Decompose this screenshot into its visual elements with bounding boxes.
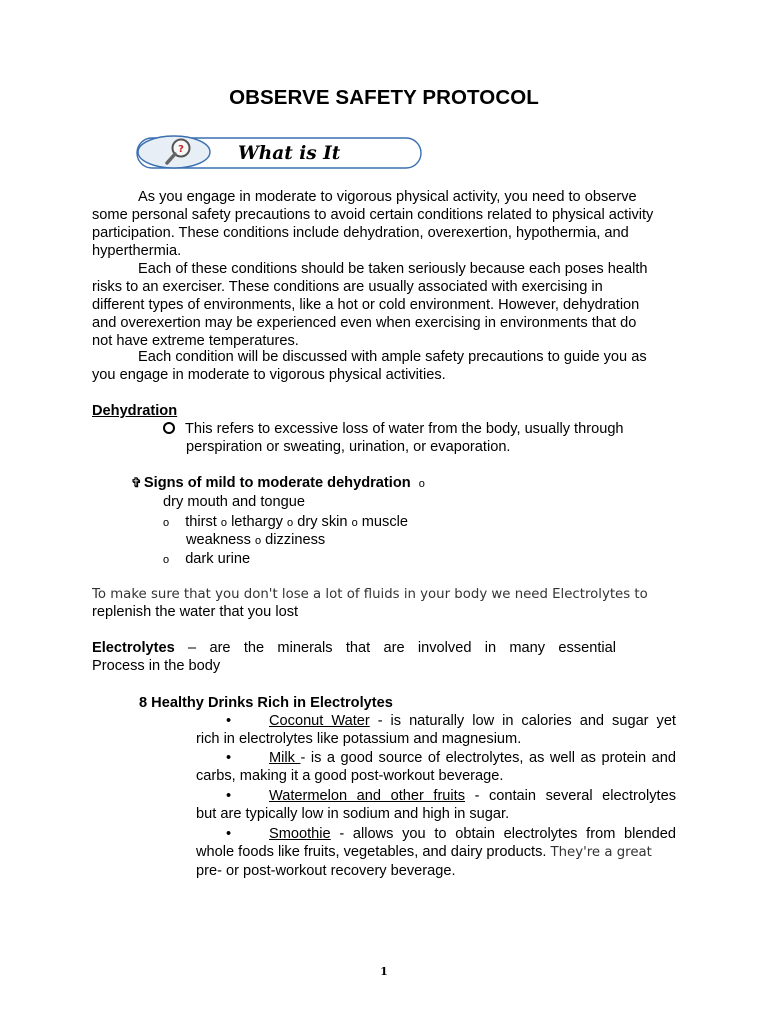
- text-line: As you engage in moderate to vigorous physical activity, you need to observe: [138, 189, 637, 205]
- list-marker: o: [163, 554, 170, 566]
- list-item: • Coconut Water - is naturally low in calories and sugar yet rich in electrolytes like potassium and magnesium.: [196, 713, 676, 747]
- page-number: 1: [380, 965, 388, 978]
- list-marker: o: [254, 535, 262, 547]
- signs-row-1: o thirst o lethargy o dry skin o muscle: [163, 514, 408, 530]
- list-bullet: •: [226, 788, 232, 804]
- section-banner: [136, 134, 426, 172]
- electrolytes-term: Electrolytes: [92, 640, 175, 656]
- text-line: some personal safety precautions to avoid certain conditions related to physical activity: [92, 207, 654, 223]
- list-marker: o: [418, 478, 425, 490]
- fluids-line-1: To make sure that you don't lose a lot of fluids in your body we need Electrolytes to: [92, 587, 648, 602]
- list-bullet: •: [226, 713, 232, 729]
- intro-paragraph-1: [92, 188, 675, 260]
- signs-row-3: o dark urine: [163, 551, 251, 567]
- list-bullet: •: [226, 826, 232, 842]
- text-line: Each of these conditions should be taken seriously because each poses health: [138, 261, 648, 277]
- page-title: OBSERVE SAFETY PROTOCOL: [229, 86, 539, 109]
- signs-row-2: weakness o dizziness: [186, 532, 326, 548]
- list-marker: o: [220, 517, 227, 529]
- text-line: participation. These conditions include dehydration, overexertion, hypothermia, and: [92, 225, 629, 241]
- drinks-heading: 8 Healthy Drinks Rich in Electrolytes: [139, 695, 393, 711]
- intro-paragraph-3: [92, 348, 675, 384]
- svg-text:?: ?: [178, 144, 184, 155]
- list-bullet: •: [226, 750, 232, 766]
- list-item: • Watermelon and other fruits - contain several electrolytes but are typically low in sodium and high in sugar.: [196, 788, 676, 822]
- sign-dry-mouth: dry mouth and tongue: [163, 494, 305, 510]
- electrolytes-definition: Electrolytes – are the minerals that are involved in many essential Process in the body: [92, 640, 616, 674]
- intro-paragraph-2: [92, 260, 675, 350]
- dehydration-heading: Dehydration: [92, 403, 178, 419]
- list-marker: o: [163, 517, 170, 529]
- list-item: • Milk - is a good source of electrolytes, as well as protein and carbs, making it a good post-workout beverage.: [196, 750, 676, 784]
- text-line: you engage in moderate to vigorous physical activities.: [92, 367, 446, 383]
- hollow-circle-bullet-icon: [163, 422, 175, 434]
- text-line: risks to an exerciser. These conditions are usually associated with exercising in: [92, 279, 603, 295]
- text-line: different types of environments, like a hot or cold environment. However, dehydration: [92, 297, 640, 313]
- list-marker: o: [351, 517, 358, 529]
- cross-bullet-icon: ✞: [131, 475, 142, 490]
- text-line: Each condition will be discussed with ample safety precautions to guide you as: [138, 349, 647, 365]
- banner-label: What is It: [238, 143, 341, 164]
- list-item: • Smoothie - allows you to obtain electrolytes from blended whole foods like fruits, vegetables, and dairy products. They're a great pre- or post-workout recovery beverage.: [196, 826, 676, 879]
- text-line: not have extreme temperatures.: [92, 333, 299, 349]
- signs-heading: ✞ Signs of mild to moderate dehydration o: [131, 475, 425, 491]
- text-line: hyperthermia.: [92, 243, 182, 259]
- text-line: and overexertion may be experienced even when exercising in environments that do: [92, 315, 637, 331]
- dehydration-definition: This refers to excessive loss of water from the body, usually through perspiration or sweating, urination, or evaporation.: [163, 420, 675, 456]
- fluids-line-2: replenish the water that you lost: [92, 604, 299, 620]
- list-marker: o: [287, 517, 294, 529]
